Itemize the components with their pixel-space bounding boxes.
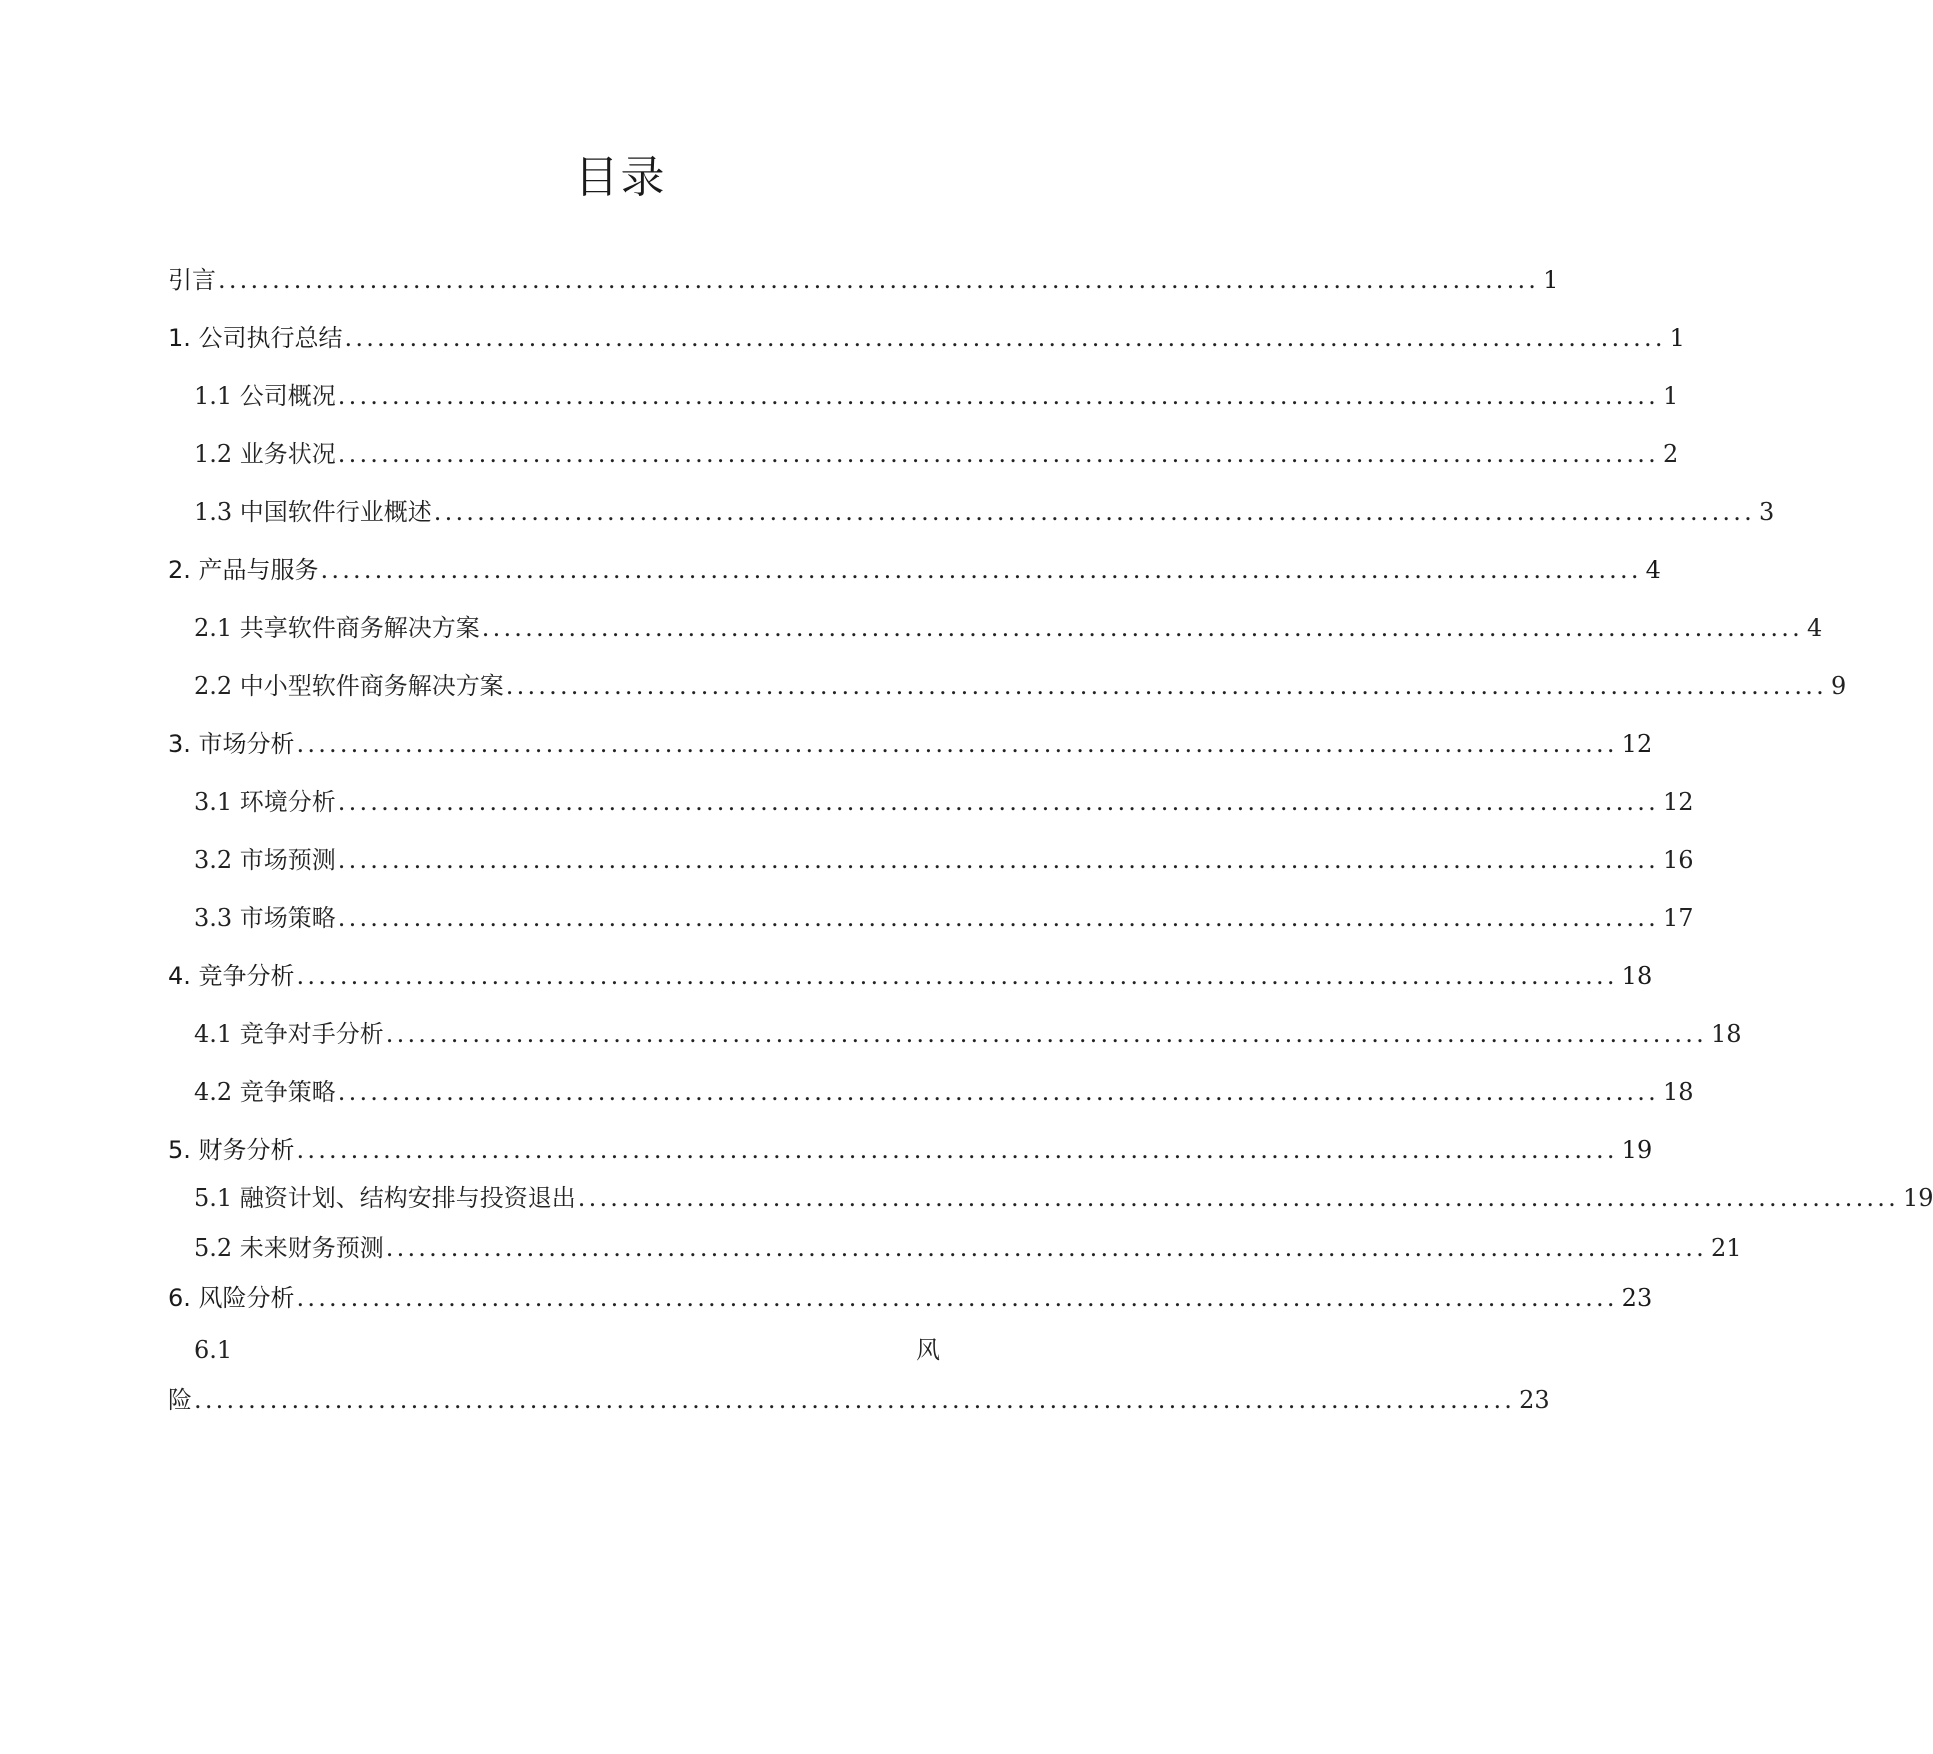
toc-page-number: 23 [1621,1284,1653,1312]
dot-leader: .......................................................................................................................... [337,440,1659,468]
toc-page-number: 17 [1662,904,1694,932]
toc-entry-label: 3.1 环境分析 [194,788,336,816]
toc-entry-label: 6. 风险分析 [168,1284,295,1312]
toc-page-number: 1 [1543,266,1559,294]
dot-leader: .......................................................................................................................... [296,1284,1618,1312]
dot-leader: .......................................................................................................................... [481,614,1803,642]
toc-entry-section-5-2[interactable] [194,1232,1742,1264]
toc-entry-section-3-2[interactable] [194,844,1694,876]
toc-entry-label: 5.1 融资计划、结构安排与投资退出 [194,1184,576,1212]
toc-entry-label: 险 [168,1386,192,1414]
toc-entry-section-1-2[interactable] [194,438,1679,470]
dot-leader: .......................................................................................................................... [194,1386,1516,1414]
toc-entry-label: 1. 公司执行总结 [168,324,343,352]
toc-page-number: 1 [1662,382,1679,410]
toc-page-number: 19 [1621,1136,1653,1164]
dot-leader: .......................................................................................................................... [337,846,1659,874]
toc-entry-label: 5.2 未来财务预测 [194,1234,384,1262]
toc-entry-label: 3.2 市场预测 [194,846,336,874]
dot-leader: .......................................................................................................................... [296,1136,1618,1164]
toc-entry-label: 1.1 公司概况 [194,382,336,410]
toc-page-number: 18 [1621,962,1653,990]
toc-entry-label: 2. 产品与服务 [168,556,319,584]
toc-page-number: 12 [1662,788,1694,816]
dot-leader: .......................................................................................................................... [337,788,1659,816]
dot-leader: .......................................................................................................................... [337,904,1659,932]
toc-page-number: 1 [1669,324,1685,352]
dot-leader: .......................................................................................................................... [337,382,1659,410]
toc-entry-label: 4.2 竞争策略 [194,1078,336,1106]
toc-entry-section-3[interactable] [168,728,1653,760]
dot-leader: .......................................................................................................................... [320,556,1642,584]
toc-page-number: 23 [1519,1386,1550,1414]
toc-entry-section-2-2[interactable] [194,670,1847,702]
dot-leader: .......................................................................................................................... [337,1078,1659,1106]
toc-page-number: 19 [1902,1184,1933,1212]
toc-entry-label: 5. 财务分析 [168,1136,295,1164]
toc-entry-section-4-2[interactable] [194,1076,1694,1108]
dot-leader: .......................................................................................................................... [433,498,1755,526]
dot-leader: .......................................................................................................................... [505,672,1827,700]
toc-entry-section-4[interactable] [168,960,1653,992]
toc-entry-section-6-1[interactable] [168,1384,1550,1416]
toc-entry-section-3-1[interactable] [194,786,1694,818]
toc-entry-6-1-wrap-char[interactable]: 风 [916,1336,940,1364]
dot-leader: .......................................................................................................................... [385,1234,1707,1262]
toc-page-number: 4 [1806,614,1823,642]
toc-entry-label: 1.3 中国软件行业概述 [194,498,432,526]
toc-entry-section-1-1[interactable] [194,380,1679,412]
toc-page-number: 12 [1621,730,1653,758]
dot-leader: .......................................................................................................................... [344,324,1666,352]
toc-page-number: 4 [1645,556,1661,584]
toc-entry-section-2-1[interactable] [194,612,1823,644]
toc-entry-label: 3. 市场分析 [168,730,295,758]
toc-entry-section-5-1[interactable] [194,1182,1933,1214]
toc-entry-section-6[interactable] [168,1282,1653,1314]
dot-leader: .......................................................................................................................... [296,730,1618,758]
dot-leader: .......................................................................................................................... [296,962,1618,990]
toc-entry-6-1-number[interactable]: 6.1 [194,1336,233,1364]
toc-page-number: 16 [1662,846,1694,874]
toc-entry-label: 2.1 共享软件商务解决方案 [194,614,480,642]
toc-page-number: 21 [1710,1234,1742,1262]
toc-entry-label: 1.2 业务状况 [194,440,336,468]
toc-page-number: 2 [1662,440,1679,468]
toc-entry-introduction[interactable] [168,264,1559,296]
toc-entry-section-3-3[interactable] [194,902,1694,934]
toc-entry-label: 4.1 竞争对手分析 [194,1020,384,1048]
toc-entry-section-1-3[interactable] [194,496,1775,528]
toc-page-number: 18 [1710,1020,1742,1048]
dot-leader: .......................................................................................................................... [385,1020,1707,1048]
dot-leader: .......................................................................................................................... [218,266,1540,294]
toc-page-number: 18 [1662,1078,1694,1106]
toc-entry-label: 引言 [168,266,216,294]
toc-entry-label: 4. 竞争分析 [168,962,295,990]
dot-leader: .......................................................................................................................... [577,1184,1899,1212]
page-title: 目录 [574,152,667,203]
toc-entry-section-4-1[interactable] [194,1018,1742,1050]
toc-page-number: 3 [1758,498,1775,526]
toc-entry-label: 2.2 中小型软件商务解决方案 [194,672,504,700]
toc-entry-label: 3.3 市场策略 [194,904,336,932]
toc-entry-section-2[interactable] [168,554,1661,586]
toc-entry-section-5[interactable] [168,1134,1653,1166]
toc-entry-section-1[interactable] [168,322,1685,354]
toc-page-number: 9 [1830,672,1847,700]
